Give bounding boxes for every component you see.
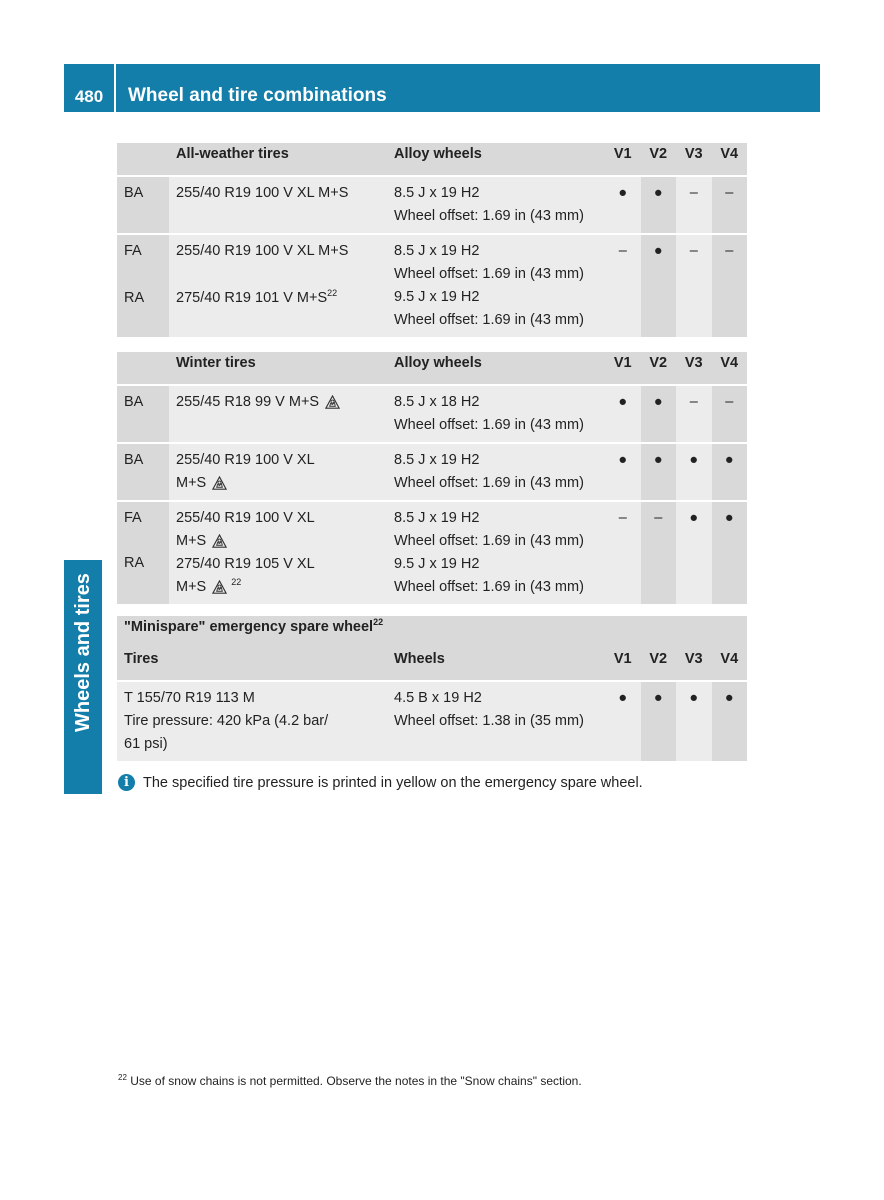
header-v3: V3 bbox=[676, 648, 712, 680]
header-v3: V3 bbox=[676, 143, 712, 175]
header-v4: V4 bbox=[712, 143, 748, 175]
footnote-ref: 22 bbox=[231, 577, 242, 588]
snowflake-mountain-icon bbox=[212, 476, 227, 491]
tire-size: 255/40 R19 100 V XL M+S bbox=[176, 243, 349, 259]
table-row bbox=[117, 502, 747, 604]
table-row bbox=[117, 386, 747, 442]
table-header-row bbox=[117, 648, 747, 680]
wheel-offset: Wheel offset: 1.38 in (35 mm) bbox=[394, 713, 584, 729]
v1-mark: ● bbox=[605, 444, 641, 500]
table-title-row bbox=[117, 616, 747, 648]
tire-cell bbox=[169, 235, 387, 337]
v4-mark: – bbox=[712, 235, 748, 337]
wheel-size: 9.5 J x 19 H2 bbox=[394, 556, 480, 572]
axle-cell: BA bbox=[117, 444, 169, 500]
tire-size-cont bbox=[176, 530, 380, 553]
wheel-size: 8.5 J x 19 H2 bbox=[394, 510, 480, 526]
axle-label: FA bbox=[124, 243, 142, 259]
snowflake-mountain-icon bbox=[212, 534, 227, 549]
header-blank bbox=[117, 143, 169, 175]
v4-mark: – bbox=[712, 177, 748, 233]
wheel-cell bbox=[387, 235, 605, 337]
wheel-size: 4.5 B x 19 H2 bbox=[394, 690, 482, 706]
header-wheels: Alloy wheels bbox=[387, 143, 605, 175]
tire-size: 255/40 R19 100 V XL bbox=[176, 452, 315, 468]
snowflake-mountain-icon bbox=[325, 395, 340, 410]
header-tires: Tires bbox=[117, 648, 387, 680]
header-v4: V4 bbox=[712, 352, 748, 384]
axle-label: FA bbox=[124, 510, 142, 526]
v4-mark: ● bbox=[712, 444, 748, 500]
snowflake-mountain-icon bbox=[212, 580, 227, 595]
wheel-offset: Wheel offset: 1.69 in (43 mm) bbox=[394, 208, 584, 224]
wheel-offset: Wheel offset: 1.69 in (43 mm) bbox=[394, 312, 584, 328]
v2-mark: – bbox=[641, 502, 677, 604]
wheel-offset: Wheel offset: 1.69 in (43 mm) bbox=[394, 533, 584, 549]
footnote-ref: 22 bbox=[327, 288, 338, 299]
tire-cell bbox=[169, 444, 387, 500]
wheel-size: 8.5 J x 19 H2 bbox=[394, 452, 480, 468]
v1-mark: ● bbox=[605, 682, 641, 761]
wheel-size: 9.5 J x 19 H2 bbox=[394, 289, 480, 305]
side-tab-block bbox=[64, 746, 102, 794]
table-title-text: "Minispare" emergency spare wheel bbox=[124, 619, 374, 635]
table-title bbox=[117, 616, 747, 648]
v2-mark: ● bbox=[641, 682, 677, 761]
page-number: 480 bbox=[64, 64, 116, 112]
v3-mark: – bbox=[676, 235, 712, 337]
table-row bbox=[117, 235, 747, 337]
tire-rating: M+S bbox=[176, 475, 207, 491]
wheel-cell bbox=[387, 386, 605, 442]
header-tires: All-weather tires bbox=[169, 143, 387, 175]
tire-cell: 255/40 R19 100 V XL M+S bbox=[169, 177, 387, 233]
wheel-size: 8.5 J x 19 H2 bbox=[394, 185, 480, 201]
page-header bbox=[64, 64, 820, 112]
v3-mark: – bbox=[676, 177, 712, 233]
wheel-offset: Wheel offset: 1.69 in (43 mm) bbox=[394, 579, 584, 595]
section-side-tab bbox=[64, 560, 102, 794]
wheel-offset: Wheel offset: 1.69 in (43 mm) bbox=[394, 475, 584, 491]
header-v1: V1 bbox=[605, 352, 641, 384]
side-tab-label: Wheels and tires bbox=[72, 573, 94, 732]
v2-mark: ● bbox=[641, 386, 677, 442]
v2-mark: ● bbox=[641, 177, 677, 233]
v3-mark: – bbox=[676, 386, 712, 442]
tire-size: T 155/70 R19 113 M bbox=[124, 690, 255, 706]
v1-mark: ● bbox=[605, 177, 641, 233]
table-row bbox=[117, 177, 747, 233]
footnote-text: Use of snow chains is not permitted. Observe the notes in the "Snow chains" section. bbox=[130, 1074, 582, 1088]
wheel-offset: Wheel offset: 1.69 in (43 mm) bbox=[394, 417, 584, 433]
header-v2: V2 bbox=[641, 648, 677, 680]
page-title: Wheel and tire combinations bbox=[128, 85, 387, 106]
v2-mark: ● bbox=[641, 444, 677, 500]
table-row bbox=[117, 682, 747, 761]
v4-mark: – bbox=[712, 386, 748, 442]
info-note bbox=[118, 774, 643, 791]
minispare-table bbox=[117, 616, 747, 761]
axle-cell bbox=[117, 235, 169, 337]
header-v2: V2 bbox=[641, 352, 677, 384]
info-note-text: The specified tire pressure is printed in yellow on the emergency spare wheel. bbox=[143, 774, 643, 791]
tire-size-cont bbox=[176, 472, 380, 495]
wheel-offset: Wheel offset: 1.69 in (43 mm) bbox=[394, 266, 584, 282]
wheel-cell bbox=[387, 682, 605, 761]
header-wheels: Alloy wheels bbox=[387, 352, 605, 384]
header-tires: Winter tires bbox=[169, 352, 387, 384]
table-row bbox=[117, 444, 747, 500]
axle-label: RA bbox=[124, 555, 145, 571]
all-weather-tires-table bbox=[117, 143, 747, 337]
tire-pressure-cont: 61 psi) bbox=[124, 736, 168, 752]
wheel-cell bbox=[387, 502, 605, 604]
v4-mark: ● bbox=[712, 502, 748, 604]
footnote-number: 22 bbox=[118, 1073, 127, 1082]
tire-pressure: Tire pressure: 420 kPa (4.2 bar/ bbox=[124, 713, 329, 729]
footnote-ref: 22 bbox=[373, 617, 384, 628]
header-v3: V3 bbox=[676, 352, 712, 384]
header-blank bbox=[117, 352, 169, 384]
table-header-row bbox=[117, 143, 747, 175]
v4-mark: ● bbox=[712, 682, 748, 761]
axle-label: RA bbox=[124, 290, 145, 306]
tire-size-cont bbox=[176, 576, 380, 599]
axle-cell: BA bbox=[117, 386, 169, 442]
wheel-cell bbox=[387, 444, 605, 500]
tire-rating: M+S bbox=[176, 533, 207, 549]
wheel-cell bbox=[387, 177, 605, 233]
header-v4: V4 bbox=[712, 648, 748, 680]
v1-mark: ● bbox=[605, 386, 641, 442]
tire-size: 255/45 R18 99 V M+S bbox=[176, 394, 320, 410]
winter-tires-table bbox=[117, 352, 747, 604]
wheel-size: 8.5 J x 19 H2 bbox=[394, 243, 480, 259]
wheel-size: 8.5 J x 18 H2 bbox=[394, 394, 480, 410]
tire-size: 275/40 R19 105 V XL bbox=[176, 556, 315, 572]
info-icon: i bbox=[118, 774, 135, 791]
table-header-row bbox=[117, 352, 747, 384]
v2-mark: ● bbox=[641, 235, 677, 337]
header-v1: V1 bbox=[605, 648, 641, 680]
header-v1: V1 bbox=[605, 143, 641, 175]
tire-rating: M+S bbox=[176, 579, 207, 595]
header-v2: V2 bbox=[641, 143, 677, 175]
tire-size: 275/40 R19 101 V M+S bbox=[176, 290, 328, 306]
tire-size-with-note bbox=[176, 287, 380, 310]
footnote bbox=[118, 1074, 582, 1088]
tire-size: 255/40 R19 100 V XL bbox=[176, 510, 315, 526]
tire-cell bbox=[169, 502, 387, 604]
header-wheels: Wheels bbox=[387, 648, 605, 680]
v3-mark: ● bbox=[676, 444, 712, 500]
v1-mark: – bbox=[605, 235, 641, 337]
tire-cell bbox=[169, 386, 387, 442]
v3-mark: ● bbox=[676, 502, 712, 604]
axle-cell bbox=[117, 502, 169, 604]
v3-mark: ● bbox=[676, 682, 712, 761]
v1-mark: – bbox=[605, 502, 641, 604]
tire-cell bbox=[117, 682, 387, 761]
axle-cell: BA bbox=[117, 177, 169, 233]
